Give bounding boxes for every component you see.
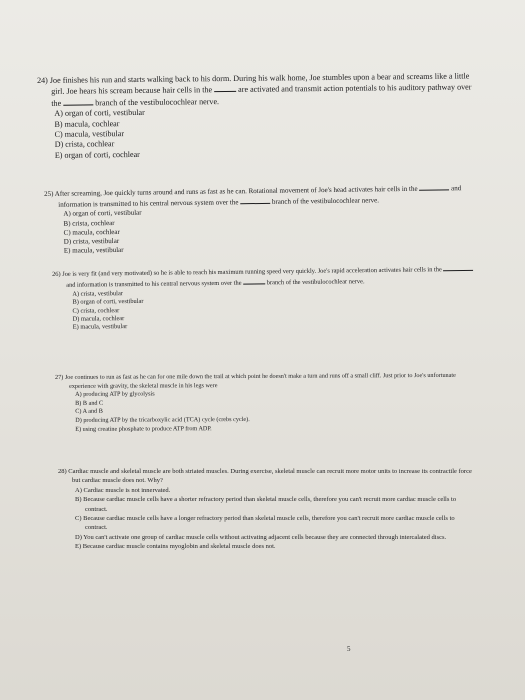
answer-blank (443, 263, 473, 271)
option-d: D) producing ATP by the tricarboxylic acid (TCA) cycle (crebs cycle). (75, 415, 250, 424)
answer-blank (214, 84, 236, 92)
answer-blank (240, 196, 270, 204)
option-c: C) macula, vestibular (54, 129, 125, 139)
question-26 (52, 263, 478, 333)
option-d: D) crista, vestibular (63, 236, 120, 246)
question-stem: 28) Cardiac muscle and skeletal muscle are both striated muscles. During exercise, skeletal muscle can recruit more motor units to increase its contractile force but cardiac muscle does not. Why? (58, 468, 472, 485)
option-b: B) macula, cochlear (54, 118, 120, 129)
option-c: C) crista, cochlear (72, 306, 120, 315)
option-d: D) You can't activate one group of cardiac muscle cells without activating adjacent cells because they are connected through intercalated discs. (75, 533, 447, 541)
option-c: C) A and B (75, 408, 103, 416)
answer-options (52, 286, 477, 333)
option-e: E) Because cardiac muscle contains myoglobin and skeletal muscle does not. (75, 543, 276, 551)
option-e: E) using creatine phosphate to produce ATP from ADP. (75, 424, 212, 433)
question-stem: 25) After screaming, Joe quickly turns around and runs as fast as he can. Rotational movement of Joe's head activates hair cells in the and information is transmitted to his central nervous system over the branch of the vestibulocochlear nerve. (44, 184, 462, 210)
answer-blank (63, 97, 93, 105)
option-a: A) Cardiac muscle is not innervated. (75, 486, 171, 494)
question-27 (55, 372, 475, 434)
option-a: A) organ of corti, vestibular (54, 108, 145, 119)
option-d: D) crista, cochlear (54, 139, 115, 150)
option-b: B) B and C (75, 399, 104, 407)
answer-blank (243, 277, 265, 285)
option-b: B) organ of corti, vestibular (72, 298, 144, 306)
option-c: C) Because cardiac muscle cells have a longer refractory period than skeletal muscle cells, therefore you can't recruit more cardiac muscle cells to contract. (75, 515, 455, 532)
option-a: A) organ of corti, vestibular (63, 209, 142, 219)
question-stem: 26) Joe is very fit (and very motivated) so he is able to reach his maximum running speed very quickly. Joe's rapid acceleration activates hair cells in the and information is transmitted to his central nervous system over the branch of the vestibulocochlear nerve. (52, 263, 477, 291)
option-c: C) macula, cochlear (63, 227, 120, 237)
option-a: A) crista, vestibular (72, 289, 123, 298)
option-e: E) macula, vestibular (63, 246, 124, 255)
page-number: 5 (347, 645, 351, 653)
answer-options (44, 204, 475, 256)
option-a: A) producing ATP by glycolysis (75, 390, 155, 399)
question-24 (37, 71, 483, 161)
answer-options (55, 389, 475, 434)
answer-options (58, 486, 473, 552)
option-b: B) crista, cochlear (63, 218, 115, 228)
answer-blank (419, 182, 449, 190)
question-28 (58, 467, 473, 552)
option-e: E) macula, vestibular (72, 323, 128, 332)
answer-options (37, 105, 483, 162)
option-e: E) organ of corti, cochlear (54, 149, 140, 160)
option-b: B) Because cardiac muscle cells have a shorter refractory period than skeletal muscle cells, therefore you can't recruit more cardiac muscle cells to contract. (75, 496, 457, 513)
question-stem: 24) Joe finishes his run and starts walking back to his dorm. During his walk home, Joe stumbles upon a bear and screams like a little girl. Joe hears his scream because hair cells in the are activated and transmit action potentials to his auditory pathway over the branch of the vestibulocochlear nerve. (37, 71, 472, 108)
option-d: D) macula, cochlear (72, 315, 125, 323)
question-25 (44, 182, 475, 256)
question-stem: 27) Joe continues to run as fast as he can for one mile down the trail at which point he doesn't make a turn and runs off a small cliff. Just prior to Joe's unfortunate experience with gravity, the skeletal muscle in his legs were (55, 371, 456, 390)
